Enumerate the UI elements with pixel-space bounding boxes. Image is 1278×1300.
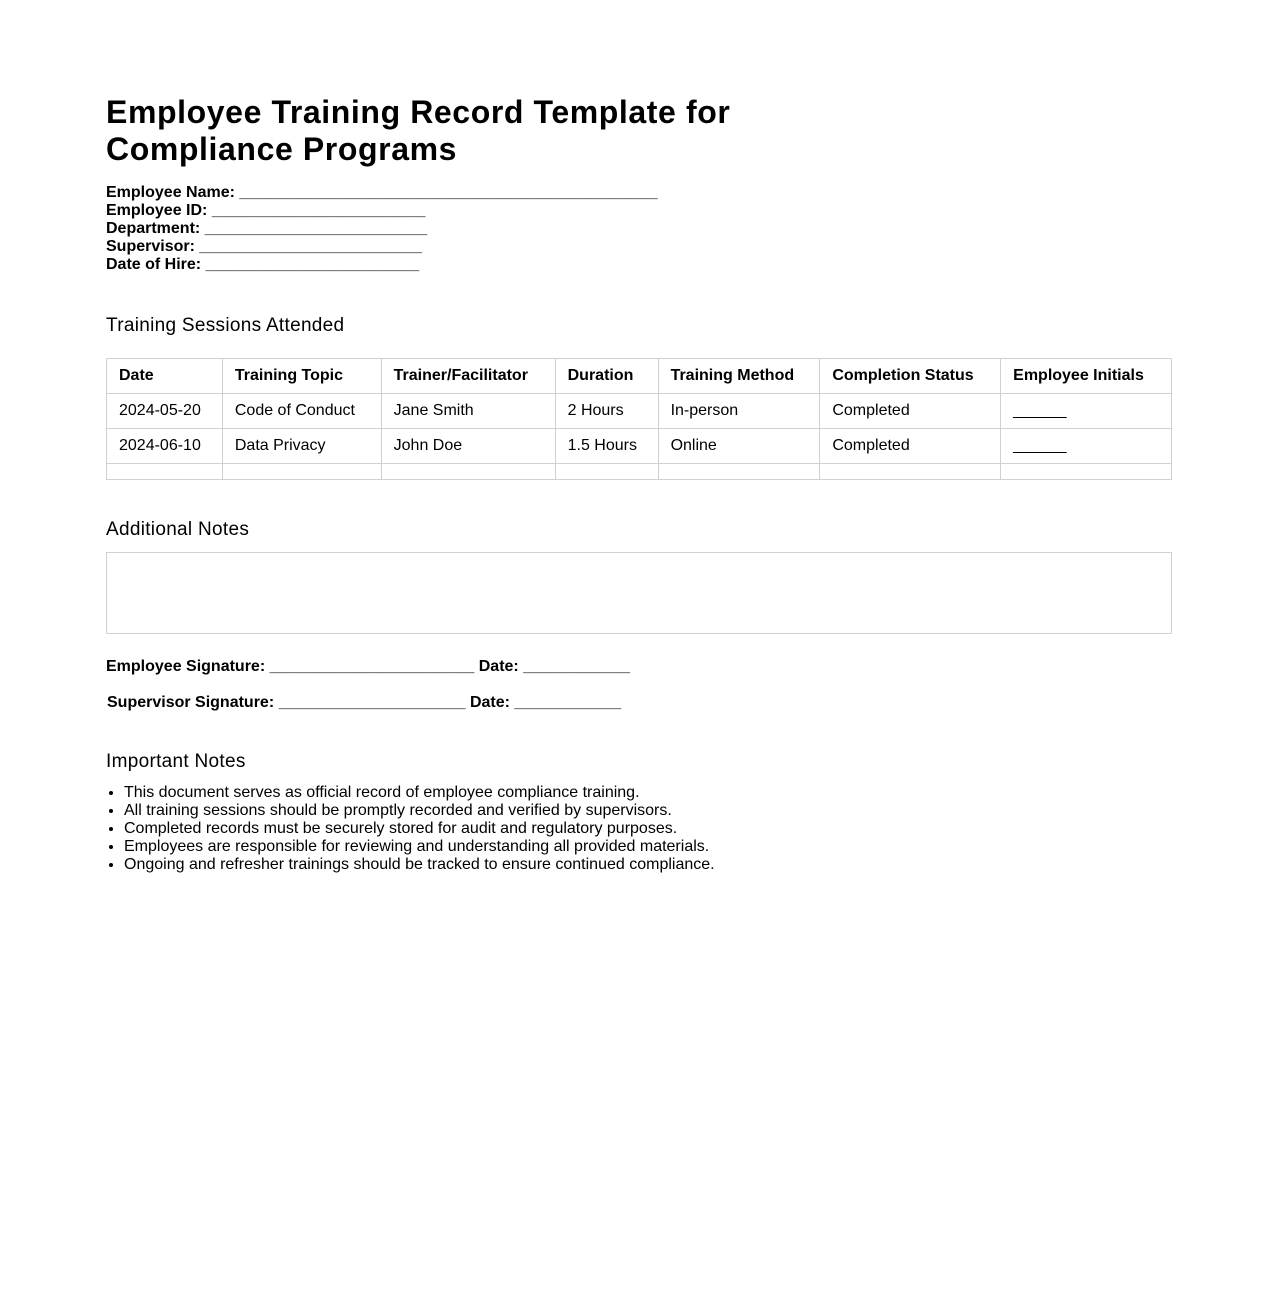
employee-date-label: Date: [478, 658, 519, 675]
department-field[interactable] [106, 220, 1172, 238]
cell-duration: 2 Hours [555, 394, 658, 429]
cell-trainer: John Doe [381, 429, 555, 464]
employee-name-field[interactable] [106, 184, 1172, 202]
cell-training-method: In-person [658, 394, 820, 429]
employee-signature-label: Employee Signature: [106, 658, 266, 675]
cell-completion-status: Completed [820, 394, 1001, 429]
list-item: • All training sessions should be promptly recorded and verified by supervisors. [124, 802, 1172, 820]
employee-signature-line[interactable] [106, 658, 1172, 676]
employee-id-label: Employee ID: [106, 202, 208, 219]
employee-signature-blank: _______________________ [269, 658, 475, 675]
table-header-row [107, 359, 1172, 394]
supervisor-label: Supervisor: [106, 238, 195, 255]
training-sessions-table [106, 358, 1172, 480]
header-training-method: Training Method [658, 359, 820, 394]
department-blank: _________________________ [204, 220, 428, 237]
employee-id-blank: ________________________ [211, 202, 426, 219]
list-item: • Employees are responsible for reviewing and understanding all provided materials. [124, 838, 1172, 856]
cell-empty[interactable] [107, 464, 223, 480]
table-row-empty [107, 464, 1172, 480]
list-item: • Ongoing and refresher trainings should be tracked to ensure continued compliance. [124, 856, 1172, 874]
department-label: Department: [106, 220, 201, 237]
cell-employee-initials[interactable]: ______ [1001, 429, 1172, 464]
list-item: • Completed records must be securely stored for audit and regulatory purposes. [124, 820, 1172, 838]
supervisor-blank: _________________________ [199, 238, 422, 255]
supervisor-signature-blank: _____________________ [278, 694, 466, 711]
table-row [107, 394, 1172, 429]
cell-employee-initials[interactable]: ______ [1001, 394, 1172, 429]
employee-name-blank: _______________________________________________ [239, 184, 658, 201]
employee-id-field[interactable] [106, 202, 1172, 220]
cell-empty[interactable] [658, 464, 820, 480]
cell-training-method: Online [658, 429, 820, 464]
cell-completion-status: Completed [820, 429, 1001, 464]
employee-name-label: Employee Name: [106, 184, 235, 201]
document-page [106, 94, 1172, 874]
supervisor-signature-label: Supervisor Signature: [107, 694, 275, 711]
cell-empty[interactable] [820, 464, 1001, 480]
sessions-heading: Training Sessions Attended [106, 315, 345, 336]
employee-date-blank: ____________ [523, 658, 630, 675]
header-trainer: Trainer/Facilitator [381, 359, 555, 394]
document-title: Employee Training Record Template for Compliance Programs [106, 94, 731, 167]
supervisor-signature-line[interactable] [107, 694, 1172, 712]
cell-empty[interactable] [1001, 464, 1172, 480]
cell-training-topic: Code of Conduct [222, 394, 381, 429]
cell-date: 2024-05-20 [107, 394, 223, 429]
header-employee-initials: Employee Initials [1001, 359, 1172, 394]
table-row [107, 429, 1172, 464]
header-duration: Duration [555, 359, 658, 394]
date-of-hire-label: Date of Hire: [106, 256, 202, 273]
cell-trainer: Jane Smith [381, 394, 555, 429]
cell-empty[interactable] [381, 464, 555, 480]
cell-duration: 1.5 Hours [555, 429, 658, 464]
supervisor-date-label: Date: [469, 694, 510, 711]
additional-notes-heading: Additional Notes [106, 519, 250, 540]
supervisor-date-blank: ____________ [514, 694, 622, 711]
header-training-topic: Training Topic [222, 359, 381, 394]
date-of-hire-field[interactable] [106, 256, 1172, 274]
important-notes-list [106, 784, 1172, 874]
cell-empty[interactable] [555, 464, 658, 480]
header-completion-status: Completion Status [820, 359, 1001, 394]
date-of-hire-blank: ________________________ [205, 256, 420, 273]
header-date: Date [107, 359, 223, 394]
supervisor-field[interactable] [106, 238, 1172, 256]
important-notes-heading: Important Notes [106, 751, 246, 772]
cell-empty[interactable] [222, 464, 381, 480]
employee-info [106, 184, 1172, 274]
cell-date: 2024-06-10 [107, 429, 223, 464]
list-item: • This document serves as official record of employee compliance training. [124, 784, 1172, 802]
cell-training-topic: Data Privacy [222, 429, 381, 464]
additional-notes-box[interactable] [106, 552, 1172, 634]
